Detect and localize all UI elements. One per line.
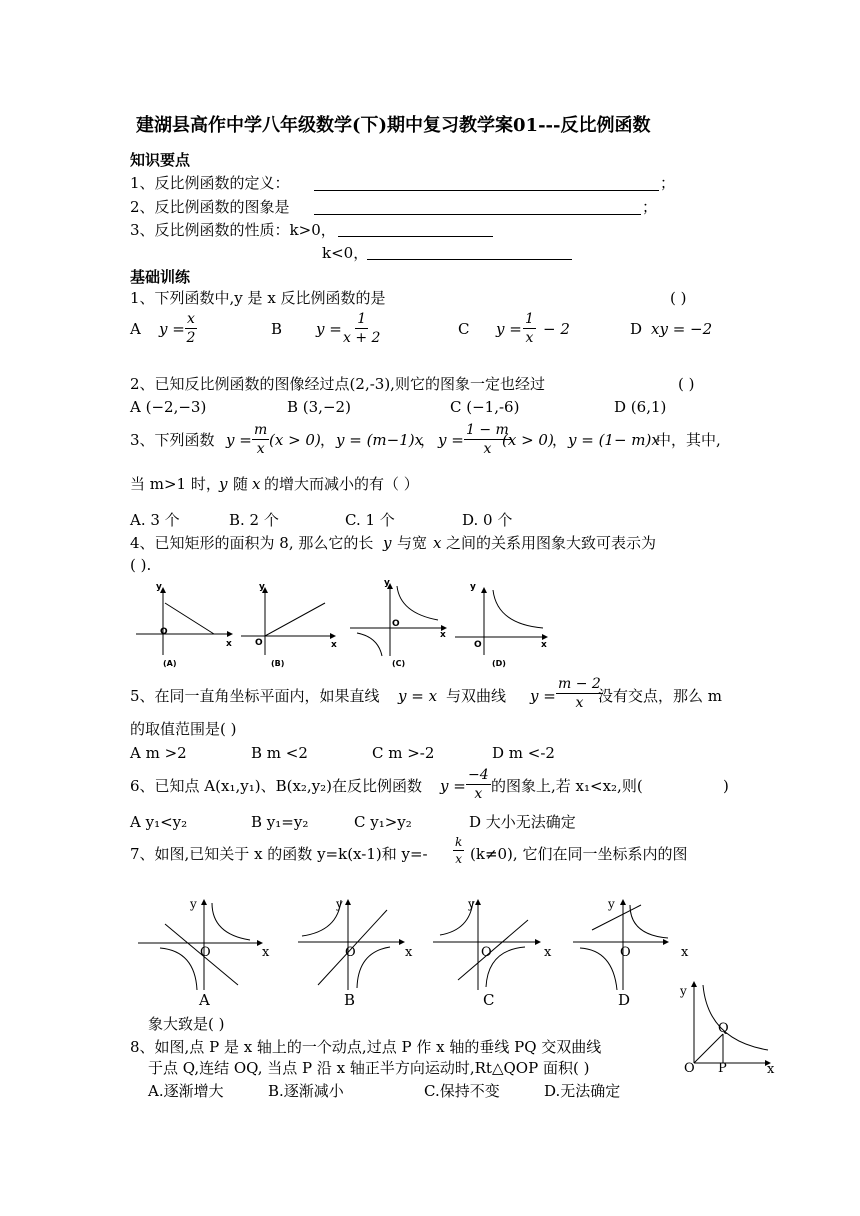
q8-option-c[interactable]: C.保持不变 xyxy=(424,1082,500,1100)
q7-b-y-label: y xyxy=(336,897,343,911)
q8-graph[interactable] xyxy=(694,982,770,1063)
q1-option-b-letter[interactable]: B xyxy=(271,320,283,338)
q3-line2-x: x xyxy=(252,475,261,493)
q1-option-d-expr: xy = −2 xyxy=(651,320,713,338)
q5-option-a[interactable]: A m >2 xyxy=(130,744,187,762)
q7-d-origin: O xyxy=(620,945,631,960)
q7-label-b: B xyxy=(344,991,356,1009)
q3-line2-y: y xyxy=(219,475,228,493)
q4-b-x-label: x xyxy=(331,640,337,650)
numerator: m − 2 xyxy=(558,676,601,692)
q5-option-c[interactable]: C m >-2 xyxy=(372,744,435,762)
q8-line1: 8、如图,点 P 是 x 轴上的一个动点,过点 P 作 x 轴的垂线 PQ 交双曲线 xyxy=(130,1038,602,1056)
q7-label-c: C xyxy=(483,991,495,1009)
q7-label-d: D xyxy=(618,991,631,1009)
q8-line2[interactable]: 于点 Q,连结 OQ, 当点 P 沿 x 轴正半方向运动时,Rt△QOP 面积( ) xyxy=(148,1059,590,1077)
knowledge-line-1-end: ； xyxy=(660,174,676,192)
q4-c-y-label: y xyxy=(384,578,390,588)
q3-f4: y = (1− m)x xyxy=(568,431,660,449)
q7-b-x-label: x xyxy=(405,945,413,960)
q4-d-origin: O xyxy=(474,640,482,650)
denominator: x xyxy=(483,441,492,457)
knowledge-line-2: 2、反比例函数的图象是 xyxy=(130,198,290,216)
q4-a-y-label: y xyxy=(156,582,162,592)
q5-hyperbola-lhs: y = xyxy=(530,687,556,705)
q4-stem-y: y xyxy=(383,534,392,552)
q4-a-origin: O xyxy=(160,627,168,637)
q7-c-y-label: y xyxy=(468,897,475,911)
q7-line2[interactable]: 象大致是( ) xyxy=(148,1015,225,1033)
q5-line-eq: y = x xyxy=(398,687,438,705)
knowledge-line-2-end: ； xyxy=(642,198,658,216)
q3-option-b[interactable]: B. 2 个 xyxy=(229,511,279,529)
q3-line2-c[interactable]: 的增大而减小的有（ ） xyxy=(264,475,419,493)
q1-option-c-rest: − 2 xyxy=(543,320,570,338)
q4-d-y-label: y xyxy=(470,582,476,592)
knowledge-line-1: 1、反比例函数的定义： xyxy=(130,174,290,192)
q1-option-d-letter[interactable]: D xyxy=(630,320,643,338)
q8-option-b[interactable]: B.逐渐减小 xyxy=(268,1082,344,1100)
q4-d-x-label: x xyxy=(541,640,547,650)
q2-option-d[interactable]: D (6,1) xyxy=(614,398,667,416)
q7-a-x-label: x xyxy=(262,945,270,960)
q8-x-label: x xyxy=(767,1062,775,1077)
q1-option-a-lhs: y = xyxy=(159,320,185,338)
q7-label-a: A xyxy=(199,991,210,1009)
q4-label-d: (D) xyxy=(492,659,506,668)
denominator: x xyxy=(525,330,534,346)
q2-answer-paren[interactable]: ( ) xyxy=(678,375,695,393)
q4-b-y-label: y xyxy=(259,582,265,592)
denominator: x + 2 xyxy=(343,330,381,346)
q4-stem-c: 之间的关系用图象大致可表示为 xyxy=(446,534,657,552)
q7-d-x-label: x xyxy=(681,945,689,960)
denominator: x xyxy=(256,441,265,457)
q3-tail: 中，其中, xyxy=(656,431,721,449)
q7-stem-a: 7、如图,已知关于 x 的函数 y=k(x-1)和 y=- xyxy=(130,845,428,863)
q4-answer-paren[interactable]: ( ). xyxy=(130,556,152,574)
q3-option-a[interactable]: A. 3 个 xyxy=(130,511,180,529)
q7-b-origin: O xyxy=(345,945,356,960)
numerator: m xyxy=(254,422,268,438)
q7-a-y-label: y xyxy=(190,897,197,911)
q4-stem-a: 4、已知矩形的面积为 8, 那么它的长 xyxy=(130,534,374,552)
q3-option-d[interactable]: D. 0 个 xyxy=(462,511,513,529)
numerator: 1 − m xyxy=(466,422,509,438)
q3-sep2: ， xyxy=(420,431,436,449)
q4-c-x-label: x xyxy=(440,630,446,640)
knowledge-line-4: k<0， xyxy=(322,244,369,262)
q7-a-origin: O xyxy=(200,945,211,960)
q1-option-c-lhs: y = xyxy=(496,320,522,338)
q2-option-c[interactable]: C (−1,-6) xyxy=(450,398,520,416)
q2-stem: 2、已知反比例函数的图像经过点(2,-3),则它的图象一定也经过 xyxy=(130,375,545,393)
q6-option-c[interactable]: C y₁>y₂ xyxy=(354,813,412,831)
q8-point-p: P xyxy=(718,1061,727,1076)
q1-answer-paren[interactable]: ( ) xyxy=(670,289,687,307)
q6-stem-b: 的图象上,若 x₁<x₂,则( xyxy=(491,777,643,795)
q6-answer-paren-end[interactable]: ) xyxy=(723,777,729,795)
q7-c-x-label: x xyxy=(544,945,552,960)
q8-origin: O xyxy=(684,1061,695,1076)
q3-sep1: ， xyxy=(320,431,336,449)
q5-stem-a: 5、在同一直角坐标平面内，如果直线 xyxy=(130,687,380,705)
q6-option-a[interactable]: A y₁<y₂ xyxy=(130,813,188,831)
q4-stem-x: x xyxy=(433,534,442,552)
q3-sep3: ， xyxy=(552,431,568,449)
q7-c-origin: O xyxy=(481,945,492,960)
numerator: −4 xyxy=(468,767,489,783)
q3-f1-cond: (x > 0) xyxy=(269,431,321,449)
section-heading-knowledge: 知识要点 xyxy=(130,151,191,169)
denominator: x xyxy=(474,786,483,802)
q5-option-d[interactable]: D m <-2 xyxy=(492,744,555,762)
q5-option-b[interactable]: B m <2 xyxy=(251,744,308,762)
q8-option-a[interactable]: A.逐渐增大 xyxy=(148,1082,224,1100)
numerator: x xyxy=(187,311,195,327)
q4-label-b: (B) xyxy=(271,659,285,668)
q1-option-b-lhs: y = xyxy=(316,320,342,338)
section-heading-training: 基础训练 xyxy=(130,268,191,286)
page-title: 建湖县高作中学八年级数学(下)期中复习教学案01---反比例函数 xyxy=(136,115,651,136)
q3-f3-cond: (x > 0) xyxy=(502,431,554,449)
q5-stem-b: 与双曲线 xyxy=(446,687,507,705)
q1-option-c-letter[interactable]: C xyxy=(458,320,470,338)
q6-option-d[interactable]: D 大小无法确定 xyxy=(469,813,576,831)
q1-option-a-letter[interactable]: A xyxy=(130,320,141,338)
q8-y-label: y xyxy=(680,984,687,998)
q3-line2-a: 当 m>1 时， xyxy=(130,475,221,493)
numerator: 1 xyxy=(357,311,367,327)
q5-stem-c: 没有交点，那么 m xyxy=(598,687,722,705)
numerator: k xyxy=(455,835,463,849)
q7-d-y-label: y xyxy=(608,897,615,911)
q3-line2-b: 随 xyxy=(233,475,249,493)
q3-f2: y = (m−1)x xyxy=(336,431,424,449)
q6-option-b[interactable]: B y₁=y₂ xyxy=(251,813,309,831)
q8-point-q: Q xyxy=(718,1021,729,1036)
knowledge-line-3: 3、反比例函数的性质：k>0， xyxy=(130,221,336,239)
q3-f1-lhs: y = xyxy=(226,431,252,449)
q2-option-b[interactable]: B (3,−2) xyxy=(287,398,351,416)
q3-f3-lhs: y = xyxy=(438,431,464,449)
q3-stem: 3、下列函数 xyxy=(130,431,215,449)
q6-function-lhs: y = xyxy=(440,777,466,795)
q4-a-x-label: x xyxy=(226,639,232,649)
q5-line2[interactable]: 的取值范围是( ) xyxy=(130,720,237,738)
denominator: x xyxy=(455,852,463,866)
q4-label-c: (C) xyxy=(392,659,406,668)
q3-option-c[interactable]: C. 1 个 xyxy=(345,511,395,529)
q4-b-origin: O xyxy=(255,638,263,648)
denominator: 2 xyxy=(186,330,196,346)
numerator: 1 xyxy=(525,311,534,327)
q4-stem-b: 与宽 xyxy=(397,534,428,552)
q4-label-a: (A) xyxy=(163,659,177,668)
denominator: x xyxy=(575,695,584,711)
q7-stem-b: (k≠0), 它们在同一坐标系内的图 xyxy=(470,845,688,863)
q4-c-origin: O xyxy=(392,619,400,629)
q2-option-a[interactable]: A (−2,−3) xyxy=(130,398,207,416)
q8-option-d[interactable]: D.无法确定 xyxy=(544,1082,621,1100)
q6-stem-a: 6、已知点 A(x₁,y₁)、B(x₂,y₂)在反比例函数 xyxy=(130,777,423,795)
q1-stem: 1、下列函数中,y 是 x 反比例函数的是 xyxy=(130,289,386,307)
